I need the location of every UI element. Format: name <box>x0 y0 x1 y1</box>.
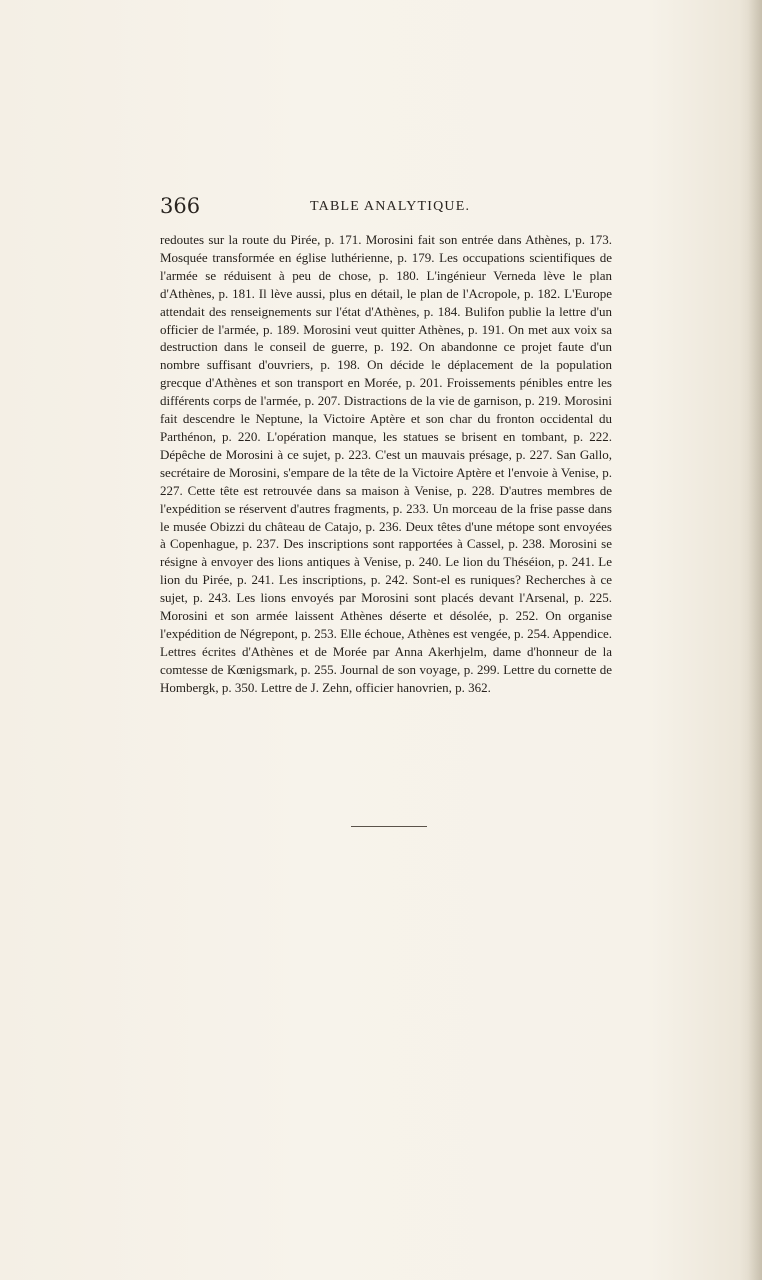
page-number: 366 <box>160 194 201 218</box>
index-paragraph: redoutes sur la route du Pirée, p. 171. Morosini fait son entrée dans Athènes, p. 173. Mosquée transformée en église luthérienne, p. 179. Les occupations scientifiques de l'armée se réduisent à peu de chose, p. 180. L'ingénieur Verneda lève le plan d'Athènes, p. 181. Il lève aussi, plus en détail, le plan de l'Acropole, p. 182. L'Europe attendait des renseignements sur l'état d'Athènes, p. 184. Bulifon publie la lettre d'un officier de l'armée, p. 189. Morosini veut quitter Athènes, p. 191. On met aux voix sa destruction dans le conseil de guerre, p. 192. On abandonne ce projet faute d'un nombre suffisant d'ouvriers, p. 198. On décide le déplacement de la population grecque d'Athènes et son transport en Morée, p. 201. Froissements pénibles entre les différents corps de l'armée, p. 207. Distractions de la vie de garnison, p. 219. Morosini fait descendre le Neptune, la Victoire Aptère et son char du fronton occidental du Parthénon, p. 220. L'opération manque, les statues se brisent en tombant, p. 222. Dépêche de Morosini à ce sujet, p. 223. C'est un mauvais présage, p. 227. San Gallo, secrétaire de Morosini, s'empare de la tête de la Victoire Aptère et l'envoie à Venise, p. 227. Cette tête est retrouvée dans sa maison à Venise, p. 228. D'autres membres de l'expédition se réservent d'autres fragments, p. 233. Un morceau de la frise passe dans le musée Obizzi du château de Catajo, p. 236. Deux têtes d'une métope sont envoyées à Copenhague, p. 237. Des inscriptions sont rapportées à Cassel, p. 238. Morosini se résigne à envoyer des lions antiques à Venise, p. 240. Le lion du Théséion, p. 241. Le lion du Pirée, p. 241. Les inscriptions, p. 242. Sont-el es runiques? Recherches à ce sujet, p. 243. Les lions envoyés par Morosini sont placés devant l'Arsenal, p. 225. Morosini et son armée laissent Athènes déserte et désolée, p. 252. On organise l'expédition de Négrepont, p. 253. Elle échoue, Athènes est vengée, p. 254. Appendice. Lettres écrites d'Athènes et de Morée par Anna Akerhjelm, dame d'honneur de la comtesse de Kœnigsmark, p. 255. Journal de son voyage, p. 299. Lettre du cornette de Hombergk, p. 350. Lettre de J. Zehn, officier hanovrien, p. 362. <box>160 232 612 695</box>
page-edge-shadow <box>748 0 762 1280</box>
page-header <box>160 193 612 219</box>
end-rule <box>351 826 427 827</box>
running-title: TABLE ANALYTIQUE. <box>310 199 471 214</box>
